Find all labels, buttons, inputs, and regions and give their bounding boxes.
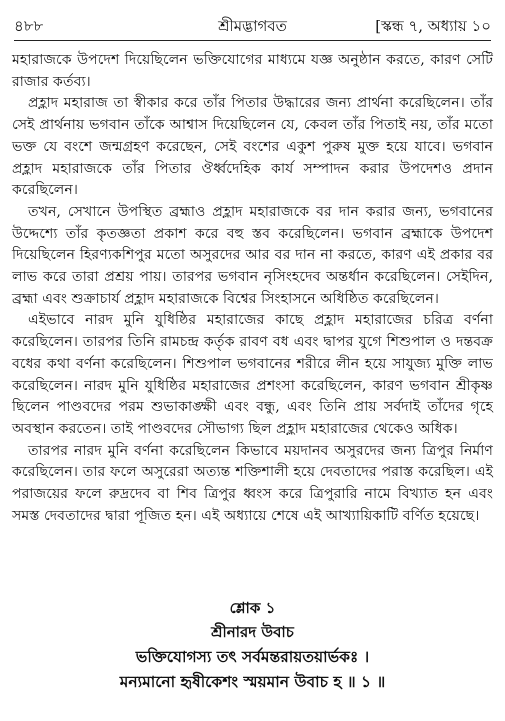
paragraph: তখন, সেখানে উপস্থিত ব্রহ্মাও প্রহ্লাদ মহারাজকে বর দান করার জন্য, ভগবানের উদ্দেশ্যে তাঁর কৃতজ্ঞতা প্রকাশ করে বহু স্তব করেছিলেন। ভগবান ব্রহ্মাকে উপদেশ দিয়েছিলেন হিরণ্যকশিপুর মতো অসুরদের আর বর দান না করতে, কারণ এই প্রকার বর লাভ করে তারা প্রশ্রয় পায়। তারপর ভগবান নৃসিংহদেব অন্তর্ধান করেছিলেন। সেইদিন, ব্রহ্মা এবং শুক্রাচার্য প্রহ্লাদ মহারাজকে বিশ্বের সিংহাসনে অধিষ্ঠিত করেছিলেন। <box>12 203 493 307</box>
verse-line-2: মন্যমানো হৃষীকেশং স্ময়মান উবাচ হ ॥ ১ ॥ <box>119 672 386 691</box>
paragraph: তারপর নারদ মুনি বর্ণনা করেছিলেন কিভাবে ময়দানব অসুরদের জন্য ত্রিপুর নির্মাণ করেছিলেন। তার ফলে অসুরেরা অত্যন্ত শক্তিশালী হয়ে দেবতাদের পরাস্ত করেছিল। এই পরাজয়ের ফলে রুদ্রদেব বা শিব ত্রিপুর ধ্বংস করে ত্রিপুরারি নামে বিখ্যাত হন এবং সমস্ত দেবতাদের দ্বারা পূজিত হন। এই অধ্যায়ে শেষে এই আখ্যায়িকাটি বর্ণিত হয়েছে। <box>12 442 493 524</box>
page-number: ৪৮৮ <box>14 16 44 35</box>
paragraph: মহারাজকে উপদেশ দিয়েছিলেন ভক্তিযোগের মাধ্যমে যজ্ঞ অনুষ্ঠান করতে, কারণ সেটি রাজার কর্তব্য। <box>12 52 493 90</box>
chapter-reference: [স্কন্ধ ৭, অধ্যায় ১০ <box>375 16 491 35</box>
verse-block <box>12 596 493 694</box>
page-header <box>14 14 491 41</box>
paragraph: প্রহ্লাদ মহারাজ তা স্বীকার করে তাঁর পিতার উদ্ধারের জন্য প্রার্থনা করেছিলেন। তাঁর সেই প্রার্থনায় ভগবান তাঁকে আশ্বাস দিয়েছিলেন যে, কেবল তাঁর পিতাই নয়, তাঁর মতো ভক্ত যে বংশে জন্মগ্রহণ করেছেন, সেই বংশের একুশ পুরুষ মুক্ত হয়ে যাবে। ভগবান প্রহ্লাদ মহারাজকে তাঁর পিতার ঔর্ধ্বদেহিক কার্য সম্পাদন করার উপদেশও প্রদান করেছিলেন। <box>12 95 493 199</box>
verse-speaker: শ্রীনারদ উবাচ <box>211 623 294 641</box>
paragraph: এইভাবে নারদ মুনি যুধিষ্ঠির মহারাজের কাছে প্রহ্লাদ মহারাজের চরিত্র বর্ণনা করেছিলেন। তারপর তিনি রামচন্দ্র কর্তৃক রাবণ বধ এবং দ্বাপর যুগে শিশুপাল ও দন্তবক্র বধের কথা বর্ণনা করেছিলেন। শিশুপাল ভগবানের শরীরে লীন হয়ে সাযুজ্য মুক্তি লাভ করেছিলেন। নারদ মুনি যুধিষ্ঠির মহারাজের প্রশংসা করেছিলেন, কারণ ভগবান শ্রীকৃষ্ণ ছিলেন পাণ্ডবদের পরম শুভাকাঙ্ক্ষী এবং বন্ধু, এবং তিনি প্রায় সর্বদাই তাঁদের গৃহে অবস্থান করতেন। তাই পাণ্ডবদের সৌভাগ্য ছিল প্রহ্লাদ মহারাজের থেকেও অধিক। <box>12 312 493 437</box>
chapter-summary <box>12 50 493 527</box>
book-title: শ্রীমদ্ভাগবত <box>218 16 287 35</box>
verse-label: শ্লোক ১ <box>229 599 276 617</box>
verse-line-1: ভক্তিযোগস্য তৎ সর্বমন্তরায়তয়ার্ভকঃ । <box>135 647 370 666</box>
